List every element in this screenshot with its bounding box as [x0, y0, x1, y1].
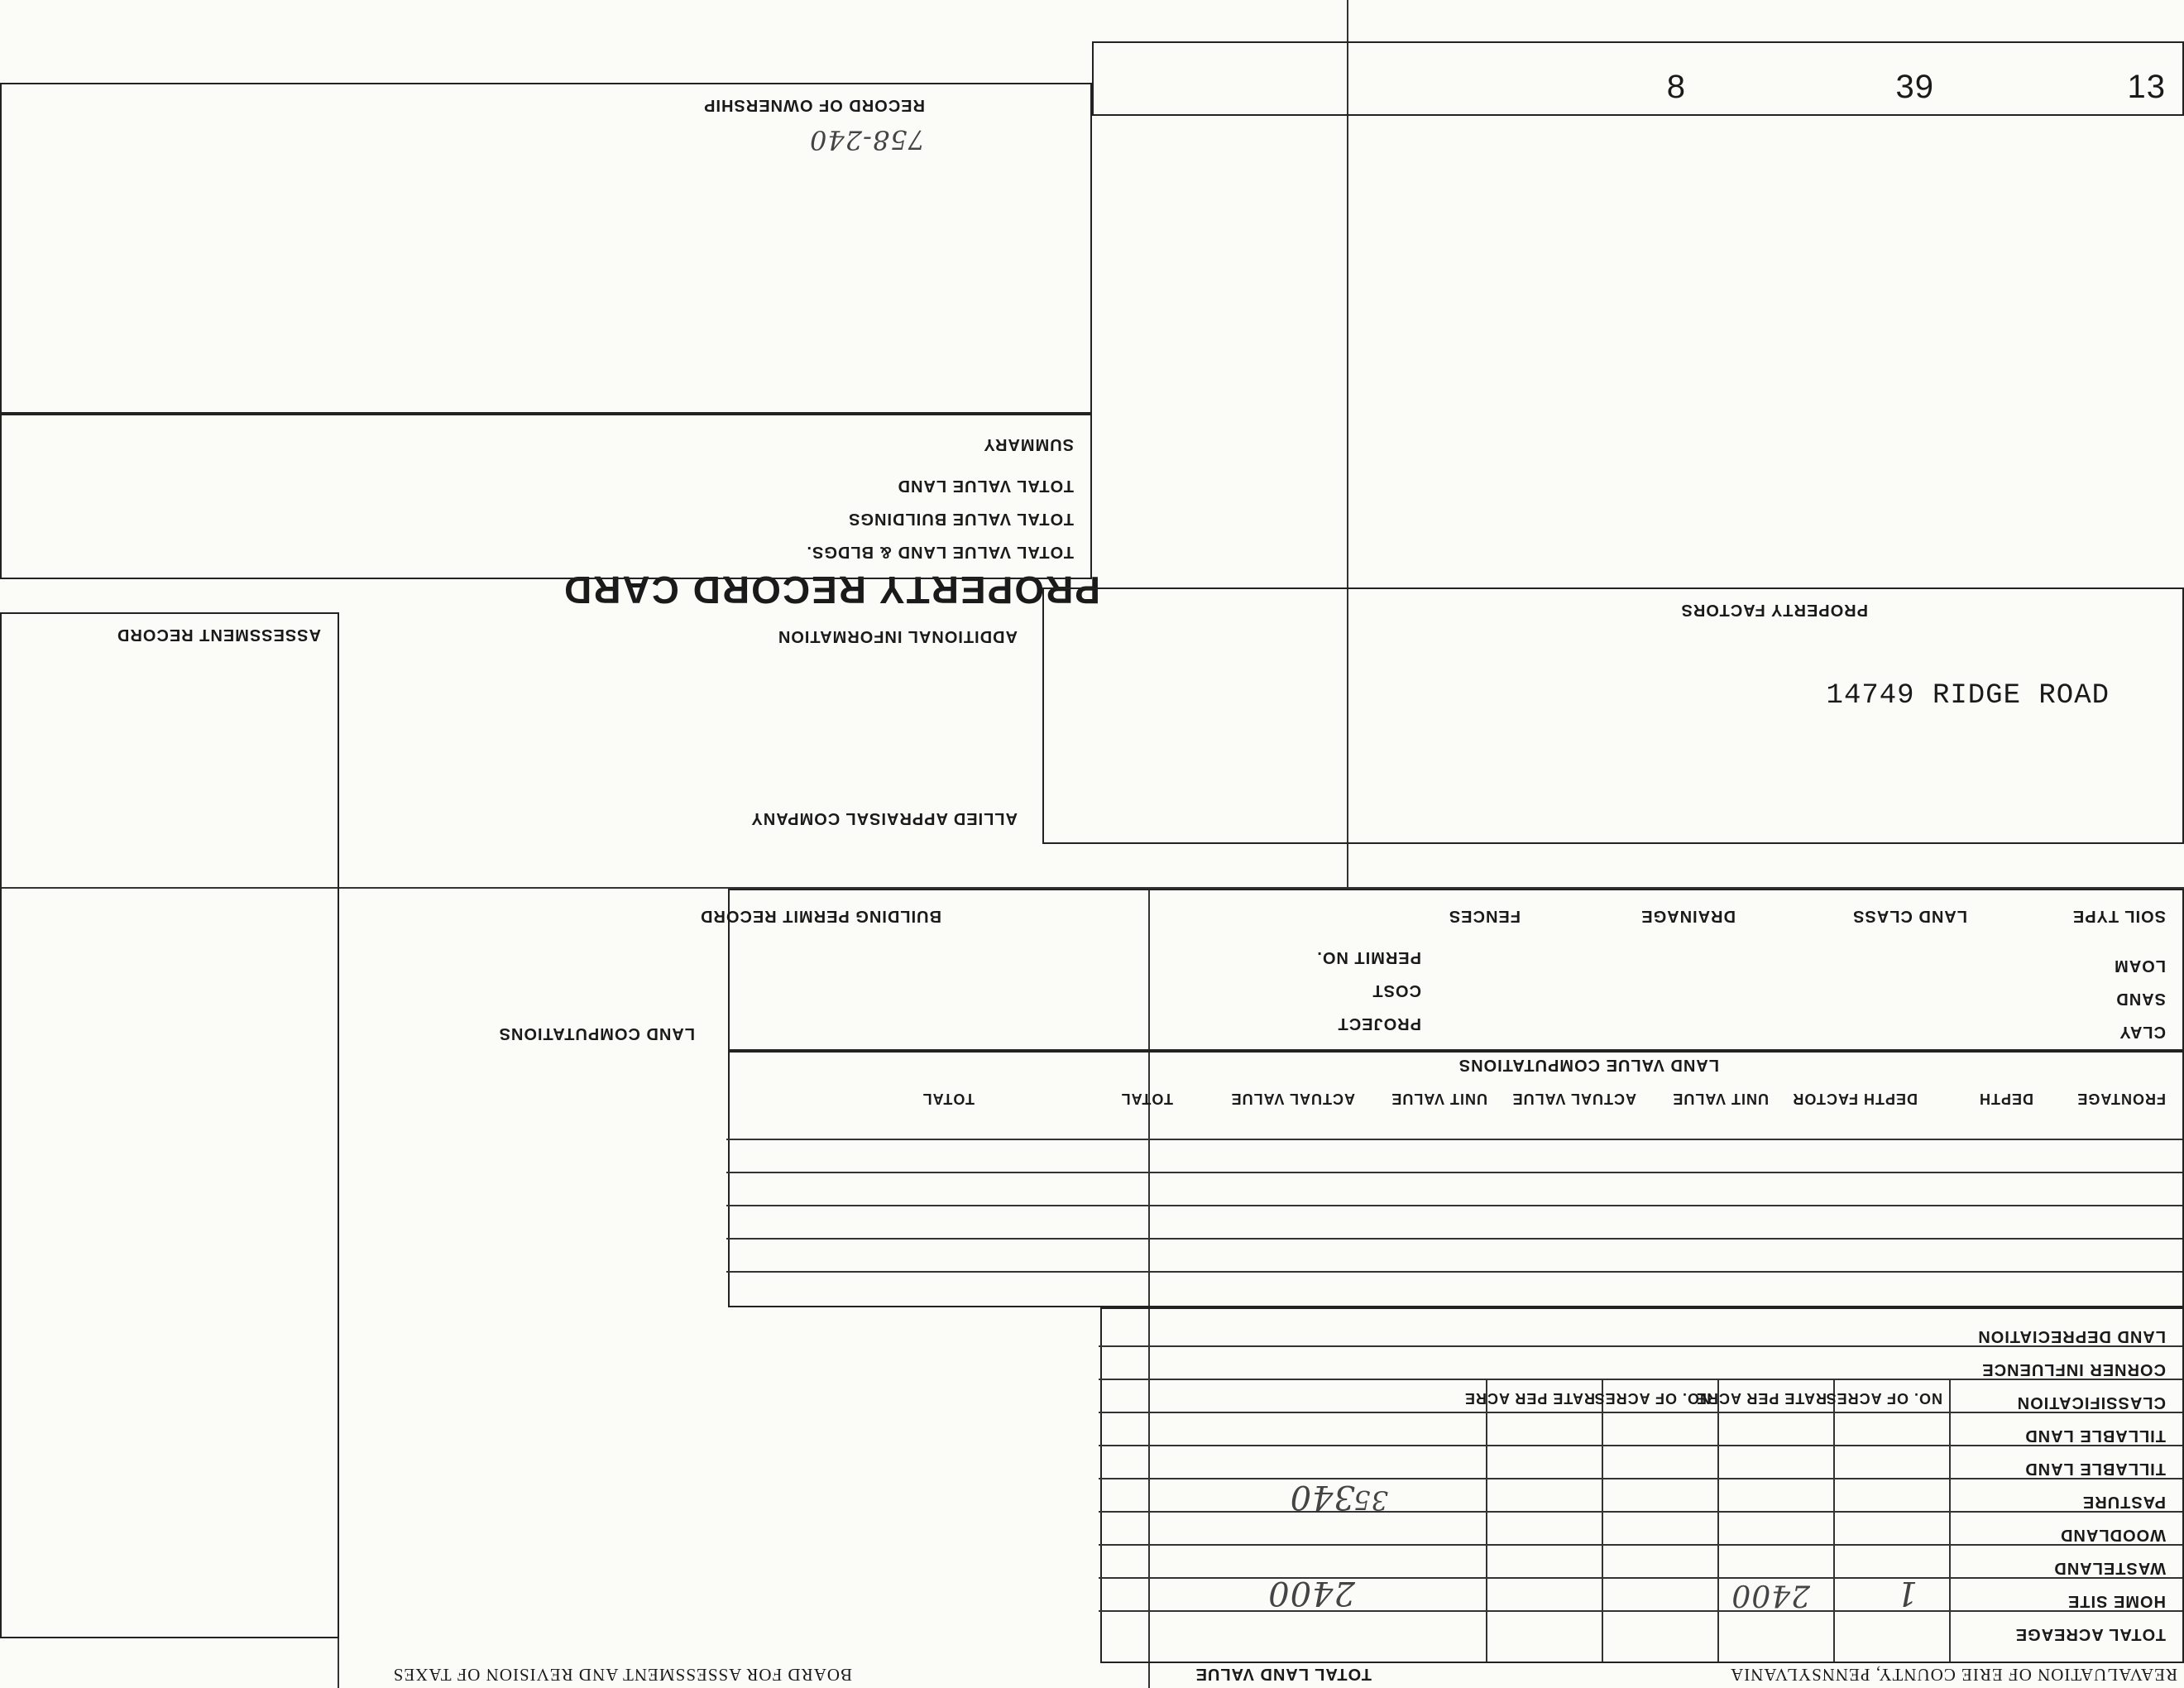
unit-value-header-2: UNIT VALUE — [1391, 1091, 1487, 1107]
no-of-acres-header: NO. OF ACRES — [1825, 1390, 1942, 1407]
appraisal-company-label: ALLIED APPRAISAL COMPANY — [750, 809, 1018, 827]
tillable-land-label: TILLABLE LAND — [2024, 1460, 2166, 1478]
actual-value-header-2: ACTUAL VALUE — [1230, 1091, 1355, 1107]
depth-factor-header: DEPTH FACTOR — [1792, 1091, 1918, 1107]
additional-information-label: ADDITIONAL INFORMATION — [777, 627, 1018, 645]
soil-type-clay: CLAY — [2119, 1023, 2166, 1041]
pasture-rate: 35 — [1353, 1484, 1388, 1516]
county-header: REAVALUATION OF ERIE COUNTY, PENNSYLVANIA — [1730, 1665, 2177, 1685]
fences-header: FENCES — [1448, 907, 1521, 925]
building-permit-title: BUILDING PERMIT RECORD — [700, 907, 941, 925]
corner-influence-label: CORNER INFLUENCE — [1981, 1360, 2166, 1379]
no-of-acres-header-2: NO. OF ACRES — [1593, 1390, 1711, 1407]
land-class-header: LAND CLASS — [1852, 907, 1967, 925]
classification-label: CLASSIFICATION — [2016, 1393, 2166, 1412]
drainage-header: DRAINAGE — [1640, 907, 1736, 925]
woodland-label: WOODLAND — [2060, 1526, 2166, 1544]
map-value: 13 — [2127, 69, 2166, 105]
owner-address: 14749 RIDGE ROAD — [1826, 680, 2110, 712]
land-value-computations — [728, 1051, 2184, 1307]
assessment-record — [0, 612, 339, 1638]
permit-project: PROJECT — [1337, 1014, 1421, 1033]
summary-total-land: TOTAL VALUE LAND — [897, 477, 1074, 495]
pcl-value: 8 — [1666, 69, 1686, 105]
frontage-header: FRONTAGE — [2076, 1091, 2166, 1107]
record-of-ownership — [0, 83, 1092, 414]
depth-header: DEPTH — [1978, 1091, 2033, 1107]
home-site-rate: 2400 — [1731, 1578, 1810, 1612]
property-record-card-title: PROPERTY RECORD CARD — [563, 568, 1100, 611]
land-depreciation-label: LAND DEPRECIATION — [1977, 1327, 2166, 1345]
total-acreage-label: TOTAL ACREAGE — [2014, 1625, 2166, 1643]
total-header-2: TOTAL — [922, 1091, 975, 1107]
blk-value: 39 — [1895, 69, 1934, 105]
land-computations-label: LAND COMPUTATIONS — [498, 1024, 695, 1043]
unit-value-header: UNIT VALUE — [1672, 1091, 1769, 1107]
soil-and-permit — [700, 889, 2184, 1051]
summary-table — [0, 414, 1092, 579]
soil-type-header: SOIL TYPE — [2071, 907, 2166, 925]
home-site-value: 2400 — [1267, 1574, 1355, 1612]
tillable-land-label-2: TILLABLE LAND — [2024, 1427, 2166, 1445]
actual-value-header: ACTUAL VALUE — [1511, 1091, 1636, 1107]
total-land-value-title: TOTAL LAND VALUE — [1195, 1665, 1372, 1683]
pasture-value: 340 — [1289, 1478, 1355, 1516]
board-header: BOARD FOR ASSESSMENT AND REVISION OF TAXES — [392, 1665, 852, 1685]
soil-type-loam: LOAM — [2114, 957, 2166, 975]
soil-type-sand: SAND — [2115, 990, 2166, 1008]
property-factors-title: PROPERTY FACTORS — [1680, 601, 1868, 619]
rate-per-acre-header-2: RATE PER ACRE — [1463, 1390, 1595, 1407]
rate-per-acre-header: RATE PER ACRE — [1695, 1390, 1827, 1407]
home-site-acres: 1 — [1895, 1574, 1918, 1612]
property-factors — [1042, 587, 2184, 844]
ownership-deed: 758-240 — [809, 124, 925, 156]
permit-number: PERMIT NO. — [1316, 948, 1421, 966]
permit-cost: COST — [1372, 981, 1421, 1000]
land-value-computations-title: LAND VALUE COMPUTATIONS — [1458, 1056, 1719, 1074]
ownership-title: RECORD OF OWNERSHIP — [703, 96, 925, 114]
pasture-label: PASTURE — [2081, 1493, 2166, 1511]
parcel-row — [1092, 41, 2184, 116]
wasteland-label: WASTELAND — [2053, 1559, 2166, 1577]
summary-title: SUMMARY — [983, 435, 1074, 453]
summary-total-buildings: TOTAL VALUE BUILDINGS — [848, 510, 1074, 528]
home-site-label: HOME SITE — [2067, 1592, 2166, 1610]
summary-total-land-bldgs: TOTAL VALUE LAND & BLDGS. — [806, 543, 1074, 561]
assessment-record-title: ASSESSMENT RECORD — [116, 626, 321, 644]
total-header: TOTAL — [1120, 1091, 1173, 1107]
